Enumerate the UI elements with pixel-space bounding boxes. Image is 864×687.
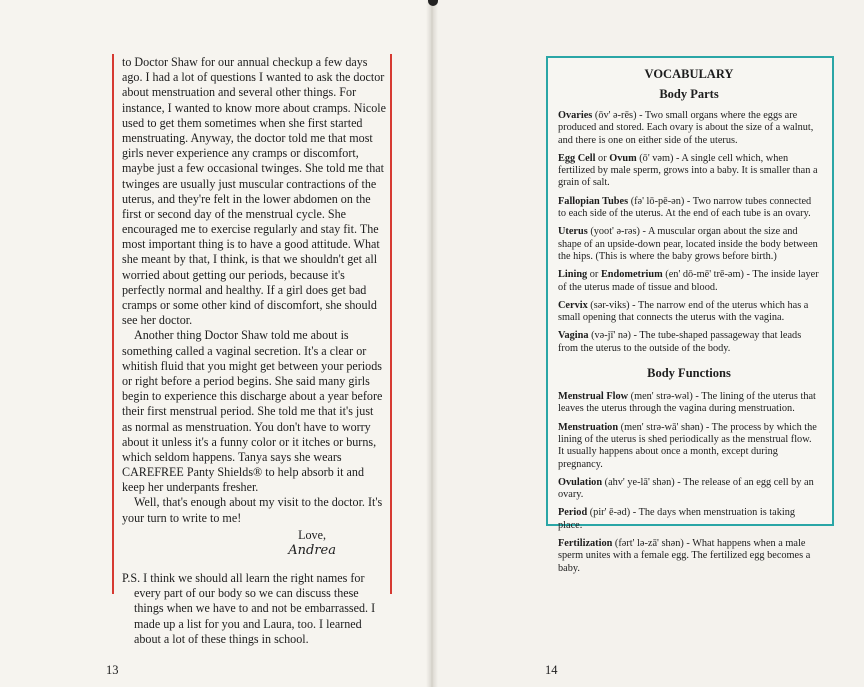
letter-paragraph-3: Well, that's enough about my visit to the doctor. It's your turn to write to me! <box>122 495 383 525</box>
vocab-term: Ovaries <box>558 110 593 121</box>
vocab-term: Ovulation <box>558 476 603 488</box>
vocab-definition: A muscular organ about the size and shape of an upside-down pear, located inside the body between the hips. (This is where the baby grows before birth.) <box>558 226 818 262</box>
vocab-pronunciation: (men' strə-wā' shən) - <box>618 421 712 433</box>
vocab-pronunciation: (ahv' ye-lā' shən) - <box>602 476 684 488</box>
vocab-pronunciation: (yoot' ə-rəs) - <box>587 226 648 238</box>
vocab-definition: Two small organs where the eggs are produced and stored. Each ovary is about the size of a walnut, and there is one on either side of the uterus. <box>558 110 814 146</box>
vocab-definition: The narrow end of the uterus which has a small opening that connects the uterus with the vagina. <box>558 299 809 324</box>
vocab-pronunciation: (sər-viks) - <box>587 299 638 311</box>
vocab-pronunciation: (men' strə-wəl) - <box>628 391 702 403</box>
vocab-entry <box>558 330 820 355</box>
vocab-pronunciation: (ōv' ə-rēs) - <box>592 110 645 121</box>
vocab-entry <box>558 269 820 294</box>
vocab-term: Vagina <box>558 330 589 342</box>
vocab-term: Menstruation <box>558 421 619 433</box>
vocab-pronunciation: (ō' vəm) - <box>636 152 682 164</box>
vocab-term: Cervix <box>558 299 588 311</box>
letter-body <box>122 55 386 647</box>
vocab-definition: A single cell which, when fertilized by male sperm, grows into a baby. It is smaller than a grain of salt. <box>558 152 818 189</box>
vocab-pronunciation: (en' dō-mē' trē-əm) - <box>662 269 753 281</box>
vocab-term: Egg Cell <box>558 152 596 164</box>
letter-postscript: P.S. I think we should all learn the right names for every part of our body so we can discuss these things when we have to and not be embarrassed. I made up a list for you and Laura, too. I learned about a lot of these things in school. <box>122 571 376 646</box>
vocab-connector: or <box>587 269 601 281</box>
vocab-pronunciation: (pir' ē-əd) - <box>587 507 639 519</box>
vocab-pronunciation: (fə' lō-pē-ən) - <box>628 195 693 207</box>
vocab-connector: or <box>595 152 610 164</box>
vocab-pronunciation: (və-jī' nə) - <box>588 330 640 342</box>
vocab-definition: The inside layer of the uterus made of tissue and blood. <box>558 269 819 293</box>
vocab-definition: The release of an egg cell by an ovary. <box>558 476 814 501</box>
vocabulary-title: VOCABULARY <box>644 67 734 81</box>
vocab-term: Fallopian Tubes <box>558 195 629 207</box>
letter-signature: Andrea <box>288 543 336 558</box>
vocab-entry <box>558 391 820 416</box>
letter-signoff: Love, <box>298 527 326 542</box>
vocab-term: Uterus <box>558 226 588 238</box>
vocab-entry <box>558 422 820 471</box>
vocab-entry <box>558 110 820 147</box>
vocab-definition: The days when menstruation is taking place. <box>558 507 796 531</box>
body-functions-list <box>558 391 820 575</box>
vocab-term: Period <box>558 507 588 519</box>
vocab-definition: The process by which the lining of the uterus is shed periodically as the menstrual flow. It usually happens about once a month, except during pregnancy. <box>558 421 817 470</box>
vocab-term: Lining <box>558 269 588 281</box>
body-functions-title: Body Functions <box>647 366 731 381</box>
vocab-entry <box>558 153 820 190</box>
vocab-definition: The lining of the uterus that leaves the uterus through the vagina during menstruation. <box>558 391 816 415</box>
vocab-entry <box>558 226 820 263</box>
vocab-definition: What happens when a male sperm unites with a female egg. The fertilized egg becomes a baby. <box>558 538 811 574</box>
vocab-definition: The tube-shaped passageway that leads from the uterus to the outside of the body. <box>558 330 802 354</box>
vocab-term: Menstrual Flow <box>558 391 629 403</box>
page-number-right: 14 <box>545 663 558 677</box>
page-number-left: 13 <box>106 663 119 677</box>
vocabulary-content <box>558 66 820 581</box>
vocab-entry <box>558 507 820 532</box>
body-parts-title: Body Parts <box>659 87 719 101</box>
letter-paragraph-1: to Doctor Shaw for our annual checkup a few days ago. I had a lot of questions I wanted to ask the doctor about menstruation and several other things. For instance, I wanted to know more about cramps. Nicole used to get them sometimes when she first started menstruating. Anyway, the doctor told me that most girls never experience any cramps or discomfort, maybe just a few occasional twinges. She told me that twinges are usually just muscular contractions of the uterus, and they're felt in the lower abdomen on the first or second day of the menstrual cycle. She encouraged me to exercise regularly and stay fit. The most important thing is to have a good attitude. What she meant by that, I think, is that we shouldn't get all worried about getting our periods, because it's perfectly normal and healthy. If a girl does get bad cramps or some other kind of discomfort, she should see her doctor. <box>122 55 386 328</box>
letter-paragraph-2: Another thing Doctor Shaw told me about is something called a vaginal secretion. It's a clear or whitish fluid that you might get between your periods or right before a period begins. She said many girls begin to experience this discharge about a year before their first menstrual period. She told me that it's just as normal as menstruation. You don't have to worry about it unless it's a funny color or it itches or burns, which seldom happens. Tanya says she wears CAREFREE Panty Shields® to help absorb it and keep her underpants fresher. <box>122 328 383 495</box>
body-parts-list <box>558 110 820 355</box>
vocab-entry <box>558 300 820 325</box>
vocab-term-alt: Endometrium <box>600 269 663 281</box>
book-gutter <box>426 0 438 687</box>
vocab-entry <box>558 538 820 575</box>
vocab-definition: Two narrow tubes connected to each side of the uterus. At the end of each tube is an ovary. <box>558 195 812 220</box>
vocab-term-alt: Ovum <box>609 152 637 164</box>
vocab-entry <box>558 196 820 221</box>
vocab-term: Fertilization <box>558 538 613 550</box>
vocab-pronunciation: (fərt' lə-zā' shən) - <box>612 538 693 550</box>
vocab-entry <box>558 477 820 502</box>
